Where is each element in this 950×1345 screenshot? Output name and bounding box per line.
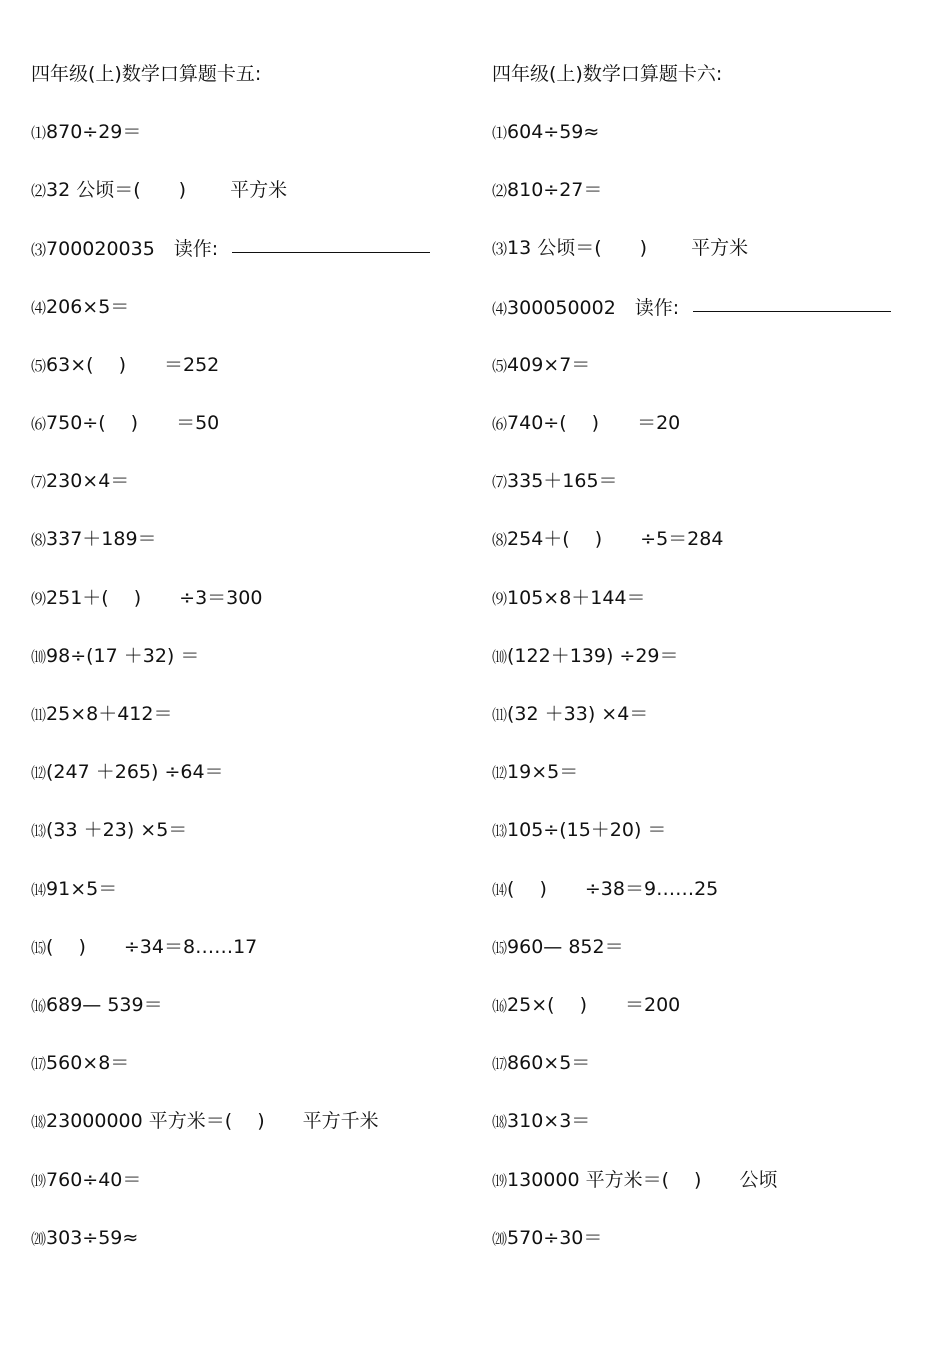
problem-item bbox=[31, 467, 129, 496]
problem-number: ⑵ bbox=[31, 182, 46, 200]
problem-number: ⑺ bbox=[492, 473, 507, 491]
problem-number: ⒃ bbox=[31, 997, 46, 1015]
problem-expression: 63×( ) ＝252 bbox=[46, 354, 220, 376]
problem-item bbox=[492, 1166, 777, 1195]
problem-number: ⒃ bbox=[492, 997, 507, 1015]
problem-number: ⒇ bbox=[31, 1230, 46, 1248]
problem-number: ⑹ bbox=[31, 415, 46, 433]
problem-number: ⑶ bbox=[31, 241, 46, 259]
problem-item bbox=[492, 525, 723, 554]
problem-number: ⒆ bbox=[31, 1172, 46, 1190]
problem-expression: (247 ＋265) ÷64＝ bbox=[46, 761, 224, 783]
problem-expression: (33 ＋23) ×5＝ bbox=[46, 819, 188, 841]
problem-expression: 810÷27＝ bbox=[507, 179, 603, 201]
problem-item bbox=[492, 758, 578, 787]
problem-expression: 251＋( ) ÷3＝300 bbox=[46, 587, 263, 609]
problem-expression: 570÷30＝ bbox=[507, 1227, 603, 1249]
problem-expression: 19×5＝ bbox=[507, 761, 579, 783]
problem-item bbox=[31, 176, 287, 205]
problem-item bbox=[31, 584, 262, 613]
problem-number: ⑷ bbox=[492, 300, 507, 318]
problem-expression: 560×8＝ bbox=[46, 1052, 130, 1074]
problem-item bbox=[492, 409, 680, 438]
problem-expression: 32 公顷＝( ) 平方米 bbox=[46, 179, 288, 201]
problem-item bbox=[31, 642, 199, 671]
problem-number: ⒄ bbox=[492, 1055, 507, 1073]
problem-expression: 750÷( ) ＝50 bbox=[46, 412, 220, 434]
problem-expression: 960— 852＝ bbox=[507, 936, 624, 958]
problem-number: ⑽ bbox=[492, 648, 507, 666]
problem-number: ⑴ bbox=[492, 124, 507, 142]
problem-item bbox=[492, 991, 680, 1020]
problem-number: ⒀ bbox=[31, 822, 46, 840]
problem-item bbox=[31, 1224, 138, 1253]
answer-blank-line[interactable] bbox=[693, 291, 891, 312]
problem-expression: 335＋165＝ bbox=[507, 470, 618, 492]
problem-number: ⒅ bbox=[492, 1113, 507, 1131]
problem-expression: 300050002 读作: bbox=[507, 297, 680, 319]
problem-expression: 303÷59≈ bbox=[46, 1227, 139, 1249]
problem-item bbox=[492, 642, 679, 671]
problem-number: ⑽ bbox=[31, 648, 46, 666]
problem-expression: 740÷( ) ＝20 bbox=[507, 412, 681, 434]
problem-number: ⑾ bbox=[31, 706, 46, 724]
problem-expression: 13 公顷＝( ) 平方米 bbox=[507, 237, 749, 259]
problem-number: ⒄ bbox=[31, 1055, 46, 1073]
problem-item bbox=[31, 351, 219, 380]
problem-expression: (122＋139) ÷29＝ bbox=[507, 645, 679, 667]
problem-item bbox=[31, 933, 257, 962]
problem-number: ⒆ bbox=[492, 1172, 507, 1190]
problem-expression: 25×8＋412＝ bbox=[46, 703, 173, 725]
problem-expression: 409×7＝ bbox=[507, 354, 591, 376]
problem-number: ⒀ bbox=[492, 822, 507, 840]
problem-item bbox=[492, 816, 666, 845]
problem-number: ⑷ bbox=[31, 299, 46, 317]
problem-item bbox=[492, 875, 718, 904]
problem-item bbox=[31, 525, 157, 554]
problem-expression: (32 ＋33) ×4＝ bbox=[507, 703, 649, 725]
problem-expression: 105×8＋144＝ bbox=[507, 587, 646, 609]
problem-expression: 98÷(17 ＋32) ＝ bbox=[46, 645, 200, 667]
answer-blank-line[interactable] bbox=[232, 232, 430, 253]
problem-number: ⑴ bbox=[31, 124, 46, 142]
problem-item bbox=[492, 467, 618, 496]
problem-item bbox=[492, 933, 624, 962]
problem-expression: 91×5＝ bbox=[46, 878, 118, 900]
problem-expression: 230×4＝ bbox=[46, 470, 130, 492]
problem-item bbox=[492, 584, 646, 613]
problem-number: ⑾ bbox=[492, 706, 507, 724]
problem-item bbox=[31, 409, 219, 438]
problem-item bbox=[492, 351, 590, 380]
problem-number: ⑶ bbox=[492, 240, 507, 258]
problem-number: ⒇ bbox=[492, 1230, 507, 1248]
problem-number: ⑻ bbox=[492, 531, 507, 549]
problem-number: ⒅ bbox=[31, 1113, 46, 1131]
problem-expression: 689— 539＝ bbox=[46, 994, 163, 1016]
problem-item bbox=[31, 816, 187, 845]
problem-expression: 870÷29＝ bbox=[46, 121, 142, 143]
problem-item bbox=[492, 1224, 602, 1253]
problem-expression: 105÷(15＋20) ＝ bbox=[507, 819, 667, 841]
problem-number: ⑼ bbox=[492, 590, 507, 608]
problem-item bbox=[31, 875, 117, 904]
problem-number: ⒁ bbox=[492, 881, 507, 899]
problem-expression: 130000 平方米＝( ) 公顷 bbox=[507, 1169, 778, 1191]
problem-item bbox=[31, 700, 172, 729]
problem-item bbox=[31, 991, 163, 1020]
problem-number: ⒂ bbox=[31, 939, 46, 957]
card-five bbox=[31, 0, 461, 1345]
problem-expression: 604÷59≈ bbox=[507, 121, 600, 143]
problem-item bbox=[31, 1049, 129, 1078]
problem-number: ⒁ bbox=[31, 881, 46, 899]
problem-number: ⑼ bbox=[31, 590, 46, 608]
problem-expression: 700020035 读作: bbox=[46, 238, 219, 260]
problem-expression: ( ) ÷34＝8……17 bbox=[46, 936, 258, 958]
problem-item bbox=[31, 1107, 379, 1136]
problem-number: ⑿ bbox=[31, 764, 46, 782]
problem-expression: 254＋( ) ÷5＝284 bbox=[507, 528, 724, 550]
problem-expression: 760÷40＝ bbox=[46, 1169, 142, 1191]
problem-item bbox=[31, 293, 129, 322]
card-title: 四年级(上)数学口算题卡六: bbox=[492, 63, 723, 85]
problem-item bbox=[492, 293, 891, 323]
problem-item bbox=[492, 118, 599, 147]
problem-number: ⒂ bbox=[492, 939, 507, 957]
problem-number: ⑺ bbox=[31, 473, 46, 491]
problem-number: ⑻ bbox=[31, 531, 46, 549]
problem-number: ⑸ bbox=[492, 357, 507, 375]
problem-item bbox=[31, 758, 224, 787]
problem-item bbox=[31, 1166, 141, 1195]
problem-item bbox=[492, 176, 602, 205]
card-six bbox=[492, 0, 932, 1345]
problem-number: ⑸ bbox=[31, 357, 46, 375]
problem-expression: 337＋189＝ bbox=[46, 528, 157, 550]
problem-expression: 860×5＝ bbox=[507, 1052, 591, 1074]
problem-item bbox=[492, 234, 748, 263]
problem-item bbox=[492, 1049, 590, 1078]
problem-expression: ( ) ÷38＝9……25 bbox=[507, 878, 719, 900]
problem-expression: 206×5＝ bbox=[46, 296, 130, 318]
problem-item bbox=[492, 1107, 590, 1136]
problem-item bbox=[31, 118, 141, 147]
problem-expression: 25×( ) ＝200 bbox=[507, 994, 681, 1016]
card-title: 四年级(上)数学口算题卡五: bbox=[31, 63, 262, 85]
problem-number: ⑿ bbox=[492, 764, 507, 782]
problem-number: ⑹ bbox=[492, 415, 507, 433]
problem-expression: 23000000 平方米＝( ) 平方千米 bbox=[46, 1110, 379, 1132]
problem-item bbox=[31, 234, 430, 264]
problem-item bbox=[492, 700, 648, 729]
problem-number: ⑵ bbox=[492, 182, 507, 200]
problem-expression: 310×3＝ bbox=[507, 1110, 591, 1132]
